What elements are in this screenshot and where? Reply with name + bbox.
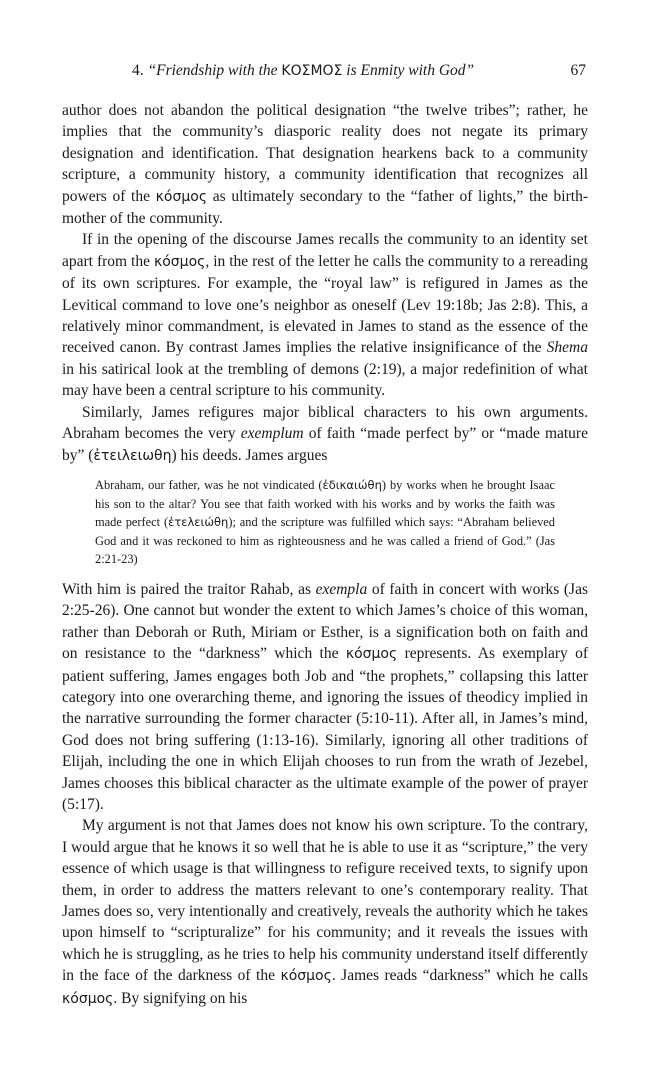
text-run: . James reads “darkness” which he calls bbox=[331, 967, 588, 985]
text-run: ) his deeds. James argues bbox=[171, 446, 328, 464]
greek-term: ἐτελειώθη bbox=[168, 515, 229, 530]
text-run: ) by works when he brought Isaac his son to the altar? You see that faith worked with his works and by works the faith was made perfect ( bbox=[95, 477, 556, 530]
running-head bbox=[62, 56, 588, 86]
greek-term: ἐδικαιώθη bbox=[322, 477, 382, 492]
text-run: of faith in concert with works (Jas 2:25-26). One cannot but wonder the extent to which James’s choice of this woman, rather than Deborah or Ruth, Miriam or Esther, is a signification both on faith and on resistance to the “darkness” which the bbox=[62, 580, 588, 663]
text-run: , in the rest of the letter he calls the community to a rereading of its own scriptures. For example, the “royal law” is refigured in James as the Levitical command to love one’s neighbor as oneself (Lev 19:18b; Jas 2:8). This, a relatively minor commandment, is elevated in James to stand as the essence of the received canon. By contrast James implies the relative insignificance of the bbox=[62, 252, 588, 357]
chapter-title-part2: is Enmity with God” bbox=[342, 62, 475, 79]
paragraph bbox=[62, 402, 588, 467]
paragraph bbox=[62, 100, 588, 229]
paragraph bbox=[62, 815, 588, 1010]
text-run: as ultimately secondary to the “father of lights,” the birth-mother of the community. bbox=[62, 187, 588, 228]
paragraph bbox=[62, 229, 588, 401]
chapter-title-kosmos: ΚΟΣΜΟΣ bbox=[281, 63, 343, 79]
paragraphs-after-quote bbox=[62, 579, 588, 1010]
text-run: ); and the scripture was fulfilled which says: “Abraham believed God and it was reckoned to him as righteousness and he was called a friend of God.” (Jas 2:21-23) bbox=[95, 515, 556, 567]
text-run: represents. As exemplary of patient suffering, James engages both Job and “the prophets,” collapsing this latter category into one overarching theme, and ignoring the issues of theodicy implied in the narrative surrounding the former character (5:10-11). After all, in James’s mind, God does not bring suffering (1:13-16). Similarly, ignoring all other traditions of Elijah, including the one in which Elijah chooses to run from the wrath of Jezebel, James chooses this biblical character as the ultimate example of the power of prayer (5:17). bbox=[62, 645, 588, 813]
italic-term: exemplum bbox=[240, 425, 304, 443]
paragraph bbox=[62, 579, 588, 815]
text-run: My argument is not that James does not know his own scripture. To the contrary, I would argue that he knows it so well that he is able to use it as “scripture,” the very essence of which usage is that willingness to refigure received texts, to signify upon them, in order to address the matters relevant to one’s contemporary reality. That James does so, very intentionally and creatively, reveals the authority which he takes upon himself to “scripturalize” for his community; and it reveals the issues with which he is struggling, as he tries to help his community understand itself differently in the face of the darkness of the bbox=[62, 817, 588, 985]
greek-term: κόσμος bbox=[62, 990, 114, 1007]
greek-term: κόσμος bbox=[153, 253, 206, 270]
chapter-title-part1: “Friendship with the bbox=[147, 62, 282, 79]
text-run: in his satirical look at the trembling of demons (2:19), a major redefinition of what may have been a central scripture to his community. bbox=[62, 360, 588, 400]
text-run: With him is paired the traitor Rahab, as bbox=[62, 580, 316, 598]
paragraphs-before-quote bbox=[62, 100, 588, 467]
page-number: 67 bbox=[570, 62, 586, 79]
text-run: Abraham, our father, was he not vindicated ( bbox=[95, 477, 323, 492]
text-run: If in the opening of the discourse James recalls the community to an identity set apart from the bbox=[62, 231, 588, 270]
text-run: of faith “made perfect by” or “made mature by” ( bbox=[62, 425, 588, 464]
greek-term: ἐτειλειωθη bbox=[93, 447, 172, 464]
body-text bbox=[62, 100, 588, 1010]
text-run: . By signifying on his bbox=[113, 989, 248, 1007]
block-quote bbox=[95, 476, 555, 569]
greek-term: κόσμος bbox=[280, 968, 332, 985]
greek-term: κόσμος bbox=[155, 188, 208, 205]
text-run: author does not abandon the political designation “the twelve tribes”; rather, he implies that the community’s diasporic reality does not negate its primary designation and identification. That designation hearkens back to a community scripture, a community history, a community identification that recognizes all powers of the bbox=[62, 102, 588, 205]
italic-term: exempla bbox=[315, 580, 368, 598]
italic-term: Shema bbox=[546, 339, 588, 357]
chapter-title bbox=[132, 56, 474, 86]
text-run: Similarly, James refigures major biblical characters to his own arguments. Abraham becomes the very bbox=[62, 403, 588, 443]
greek-term: κόσμος bbox=[345, 646, 398, 663]
book-page bbox=[62, 56, 588, 1010]
chapter-number: 4. bbox=[132, 62, 144, 79]
